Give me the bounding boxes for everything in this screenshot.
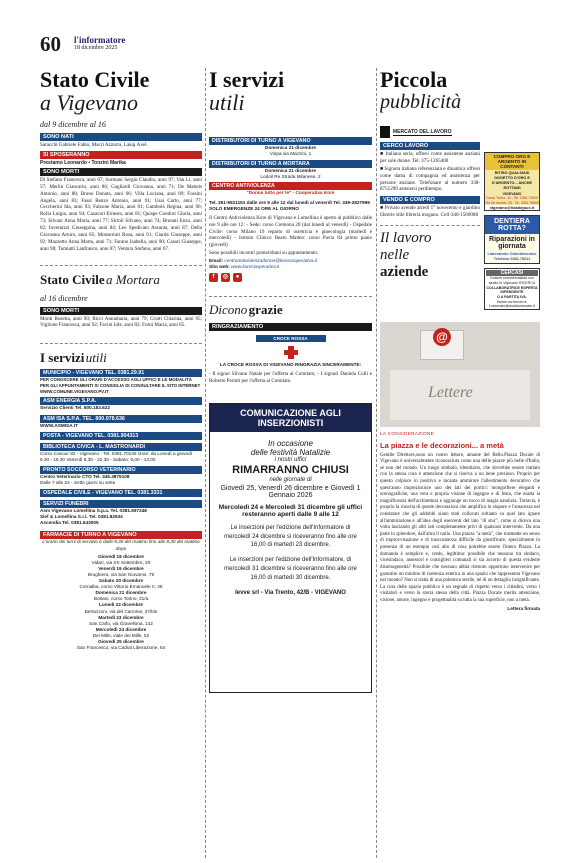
section-subtitle: pubblicità <box>380 91 462 113</box>
farmacia-address: Bottani, corso Torino, 31/a <box>93 596 149 602</box>
farmacia-day: Mercoledì 24 dicembre <box>95 626 147 632</box>
ad-title: COMPRO ORO E ARGENTO IN CONTANTI <box>485 153 539 170</box>
dicono-subtitle: grazie <box>248 302 283 318</box>
sposi-text: Prestamo Leonardo • Tonzini Marika <box>40 159 126 166</box>
mortara-morti-header: SONO MORTI <box>40 307 202 315</box>
instagram-icon[interactable]: ◎ <box>222 274 229 281</box>
mortara-morti-text: Monti Rosetta, anni 90; Ricci Annamaria, anni 79; Crotti Chiarina, anni 95; Viglione Francesca, anni 92; Favini Iole, anni 82; Forni Maria, anni 85. <box>40 315 202 329</box>
ad-dentiera[interactable] <box>484 215 540 264</box>
servizi-title: I servizi <box>40 350 85 366</box>
distributori-mortara-day: Domenica 21 dicembre <box>264 168 317 174</box>
cerco-header: CERCO LAVORO <box>380 142 480 150</box>
asm-text: Servizio Clienti Tel. 800.183.622 <box>40 405 111 411</box>
antiviolenza-sub: "Donna tutto per te" - Cooperativa Kore <box>246 190 335 196</box>
ad-b: COLLABORATRICE ESPERTA <box>486 285 538 290</box>
mercato-icon <box>380 126 390 138</box>
com-line: In occasione <box>268 439 313 449</box>
asmisa-header: ASM ISA S.P.A. TEL. 800.078.636 <box>40 415 202 423</box>
distributori-vigevano-text: Vinpa via Mazzini, 1 <box>269 151 312 157</box>
social-icons <box>209 273 372 282</box>
posta-header: POSTA - VIGEVANO TEL. 0381.904313 <box>40 432 202 440</box>
com-line: nelle giornate di <box>269 477 312 484</box>
ad-sub: Riparazioni in giornata <box>489 236 535 251</box>
vendo-header: VENDO E COMPRO <box>380 196 480 204</box>
ad-lab: Laboratorio Odontotecnico Telefono 0381.70611 <box>487 252 537 262</box>
com-line: delle festività Natalizie <box>250 448 331 458</box>
letter-body: Gentile Direttore,sono un vostro lettore, amante del Bello.Piazza Ducale di Vigevano è universalmente riconosciuta come una delle piazze più belle d'Italia, se non del mondo. Un luogo simbolo, identitario, che dovrebbe essere trattato con la stessa cura e attenzione che si riserva a un bene prezioso. Proprio per questo colpisce in positivo e incanta ammirare l'allestimento decorativo che quest'anno impreziosisce uno dei lati dei portici: mongolfiere eleganti e scenografiche, una vera e propria visione di ingegno e di festa, che esalta la magnificenza dell'architettura e aggiunge un tocco di magia natalizia. Tuttavia, è proprio la riuscita di queste decorazioni che amplifica lo stupore e l'amarezza nel constatare che gli addobbi siano stati collocati soltanto su quel lato ignare all'ammirazione.e all'idea degli esercenti del lato "di stur", come si diceva una volta lasciando gli altri lati completamente privi di qualsiasi intervento. Da una parte lo splendore, dall'altra il nulla. Una piazza "a metà", che trasmette un senso di improvvisazione e di trascuratezza difficile da giustificare, specialmente in presenza di un esempio così alto di cosa potrebbe essere l'intera Piazza. La domanda è semplice e, credo, legittima: possibile che nessuno tra sindaco, vicesindaco, assessori e consiglieri comunali si sia accorto di questa evidente disomogeneità? Possibile che nessuno abbia ritenuto opportuno intervenire per garantire un minimo di coerenza estetica in uno spazio che rappresenta Vigevano nel mondo? Non si tratta di una polemica sterile, né di un dettaglio insignificante. La cura delle spazio pubblico è un segnale di rispetto verso i cittadini, verso i visitatori e verso la storia stessa della città. Piazza Ducale merita attenzione, visione, amore, ingegno e progettualità su tutta la sua superficie, non a metà. <box>380 452 540 603</box>
farmacia-address: Dei Mille, viale dei Mille, 52 <box>92 633 150 639</box>
lavoro-title: aziende <box>380 264 429 280</box>
com-open: Mercoledì 24 e Mercoledì 31 dicembre gli uffici resteranno aperti dalle 9 alle 12 <box>218 504 363 519</box>
farmacia-address: San Carlo, via Gravellona, 142 <box>89 620 153 626</box>
croce-rossa-text: LA CROCE ROSSA DI VIGEVANO RINGRAZIA SINCERAMENTE: <box>219 362 362 368</box>
com-line: i nostri uffici <box>274 457 307 464</box>
section-subtitle: utili <box>209 90 245 115</box>
ad-addr: Corso Torino, 10 - Tel. 0381.73920 Via De Amicis, 28 - Tel. 0381.78669 <box>485 196 539 205</box>
nati-header: SONO NATI <box>40 133 202 141</box>
ad-foot: Inviare curriculum a: f.ostomato@studiolostomato.it <box>489 299 535 309</box>
com-days: Giovedì 25, Venerdì 26 dicembre e Giovedì 1 Gennaio 2026 <box>220 485 361 500</box>
lettere-banner <box>380 322 540 427</box>
distributori-vigevano-header: DISTRIBUTORI DI TURNO A VIGEVANO <box>209 137 372 145</box>
section-title: Piccola <box>380 68 448 92</box>
distributori-vigevano-day: Domenica 21 dicembre <box>264 145 317 150</box>
page-header <box>40 34 200 54</box>
at-sign-icon: @ <box>433 328 451 346</box>
soccorso-header: PRONTO SOCCORSO VETERINARIO <box>40 466 202 474</box>
com-inserzioni-1: Le inserzioni per l'edizione dell'Informatore di mercoledì 24 dicembre si riceveranno fino alle ore 16,00 di martedì 23 dicembre. <box>224 525 357 549</box>
column-stato-civile <box>40 68 202 651</box>
morti-text: Di Stefano Francesca, anni 67; Sormani Sergio Claudio, anni 97; Van Li, anni 57; Merlin Giancarlo, anni 86; Gagliardi Giovanna, anni 71; De Matteis Antonio, anni 88; Bruno Donata, anni 66; Villa Luciana, anni 89; Fossini Angela, anni 83; Fassi Renzo Antonio, anni 91; Usai Carlo, anni 77; Ceccherini Ida, anni 93; Falzone Maria, anni 81; Gambolò Regina, anni 96; Rolla Luigia, anni 94; Casavari Ernesto, anni 81; Quispe Condori Gloria, anni 73; Silvani Anna Maria, anni 77; Sirtoli Silvano, anni 74; Brunati Enzo, anni 82; Invernizzi Giuseppina, anni 84; Leo Spedicato Assunta, anni 87; Della Giovanna Arturo, anni 85; Monserrati Rosa, anni 91; Giarda Giuseppe, anni 92; Mazzetto Anna Marta, anni 71; Farano Isabella, anni 90; Casari Giuseppe, anni 98; Tumiatti Lanfranco, anni 87; Ventura Stefano, anni 67. <box>40 176 202 252</box>
antiviolenza-body: Il Centro Antiviolenza Kore di Vigevano e Lomellina è aperto al pubblico dalle ore 9 alle ore 12: - Sede: corso Cremona 28 (dal lunedì al venerdì) - Ospedale Civile: corso Milano 19 reparto di ostetricia e ginecologia (martedì e mercoledì) - Istituto Clinico Beato Matteo: corso Pavia 84 primo piano (giovedì) <box>209 214 372 249</box>
comunicazione-title: COMUNICAZIONE AGLI INSERZIONISTI <box>210 404 371 432</box>
farmacia-day: Martedì 23 dicembre <box>98 614 144 620</box>
newspaper-logo: l'informatore <box>74 35 126 45</box>
farmacia-address: San Francesco, via Caduti Liberazione, 54 <box>76 645 166 651</box>
column-servizi <box>209 68 372 693</box>
nati-text: Saracchi Gabriele Fabio, Macri Azzurra, Lakaj Axel. <box>40 142 148 148</box>
farmacia-address: Bertazzoni, via del Carmine, 27/bis <box>84 608 158 614</box>
ad-text: Dottore commercialista con studio in Vigevano RICERCA <box>488 276 536 285</box>
morti-header: SONO MORTI <box>40 168 202 176</box>
comunicazione-box <box>209 403 372 693</box>
red-cross-icon <box>281 344 301 360</box>
asm-header: ASM ENERGIA S.P.A. <box>40 397 202 405</box>
mortara-subtitle: a Mortara <box>106 271 160 287</box>
mercato-label: MERCATO DEL LAVORO <box>393 128 452 135</box>
sposi-header: SI SPOSERANNO <box>40 151 202 159</box>
letter-title: La piazza e le decorazioni... a metà <box>380 440 504 450</box>
farmacie-intro: L'orario dei turni di servizio è dalle 8,30 del mattino fino alle 8,30 del mattino dopo <box>42 539 200 551</box>
funebri-line: Asm Vigevano Lomellina S.p.a. Tel. 0381.697248 <box>40 508 147 514</box>
servizi-subtitle: utili <box>85 350 107 366</box>
asmisa-text: WWW.ASMISA.IT <box>40 422 79 428</box>
biblioteca-text: Corso Cavour 82 - Vigevano - Tel. 0381.70149 Orari: da Lunedì a giovedì 8,30 - 18,30 Venerdì 8,30 - 22,30 - Sabato: 9,00 - 13,00 <box>40 450 193 462</box>
ad-mail: vigevano@lidaibijoux.it <box>485 205 539 210</box>
site-link[interactable]: www.korecooperativa.it <box>231 264 280 270</box>
farmacia-address: Vidari, via XX Settembre, 20 <box>91 559 151 565</box>
letter-kicker: LA CONSIDERAZIONE <box>380 431 435 437</box>
annuncio: ■ Signora italiana referenziata e dinamica offresi come dama di compagnia ed assistenza per persone anziane. Telefonare al numero 338-8751299 astenersi perditempo. <box>380 165 480 193</box>
mortara-title: Stato Civile <box>40 271 105 287</box>
farmacia-day: Sabato 20 dicembre <box>98 578 144 584</box>
lavoro-title: nelle <box>380 247 410 263</box>
annuncio: ■ Italiana seria, offresi come assistente anziani per sole donne. Tel. 375-1265400 <box>380 151 480 164</box>
soccorso-hours: Dalle 7 alle 24 - Sette giorni su sette <box>40 479 116 485</box>
site-label: Sito web: <box>209 264 230 270</box>
farmacia-day: Domenica 21 dicembre <box>95 590 147 596</box>
dicono-title: Dicono <box>209 302 248 318</box>
farmacia-address: Brughiera, via San Giovanni, 79 <box>87 571 155 577</box>
municipio-text: PER CONOSCERE GLI ORARI D'ACCESSO AGLI UFFICI E LE MODALITÀ PER GLI APPUNTAMENTI SI CONSIGLIA DI CONSULTARE IL SITO INTERNET WWW.COMUNE.VIGEVANO.PV.IT <box>40 377 201 394</box>
ringraziamento-header: RINGRAZIAMENTO <box>209 323 372 331</box>
column-divider <box>376 68 377 858</box>
com-footer: Ievve srl - Via Trento, 42/B - VIGEVANO <box>235 590 346 597</box>
municipio-header: MUNICIPIO - VIGEVANO TEL. 0381.29.91 <box>40 369 202 377</box>
croce-rossa-list: - Il signor Silvano Natale per l'offerta al Comitato; - I signori Daniela Colli e Roberto Perotti per l'offerta al Comitato. <box>209 371 372 385</box>
ad-title: CERCASI <box>486 270 538 276</box>
lettere-label: Lettere <box>428 384 473 402</box>
lavoro-title: Il lavoro <box>380 230 432 246</box>
column-divider <box>205 68 206 858</box>
ad-cercasi[interactable] <box>484 268 540 310</box>
farmacia-day: Venerdì 19 dicembre <box>98 565 144 571</box>
ospedale-header: OSPEDALE CIVILE - VIGEVANO TEL. 0381.3331 <box>40 489 202 497</box>
page-number: 60 <box>40 32 61 56</box>
distributori-mortara-text: Lodoil Re Strada Milanese, 2 <box>260 174 321 180</box>
facebook-icon[interactable]: f <box>209 273 218 282</box>
farmacie-header: FARMACIE DI TURNO A VIGEVANO <box>40 531 202 539</box>
farmacie-list <box>40 554 202 652</box>
ad-compro-oro[interactable] <box>484 152 540 211</box>
section-title: I servizi <box>209 68 285 92</box>
farmacia-day: Giovedì 25 dicembre <box>98 639 144 645</box>
email-label: Email: <box>209 258 224 264</box>
ad-city: VIGEVANO <box>502 191 522 196</box>
antiviolenza-foot: Sono possibili incontri pomeridiani su appuntamento. <box>209 250 319 257</box>
biblioteca-header: BIBLIOTECA CIVICA - L. MASTRONARDI <box>40 443 202 451</box>
farmacia-address: Cornalba, corso Vittorio Emanuele II, 48 <box>79 584 163 590</box>
ad-b: DIPENDENTE <box>500 290 524 295</box>
com-inserzioni-2: Le inserzioni per l'edizione dell'Informatore, di mercoledì 31 dicembre si riceveranno fino alle ore 16,00 di martedì 30 dicembre. <box>224 557 357 581</box>
distributori-mortara-header: DISTRIBUTORI DI TURNO A MORTARA <box>209 160 372 168</box>
funebri-line: Ascendia Tel. 0381.643005 <box>40 520 99 526</box>
mortara-date-range: al 16 dicembre <box>40 293 88 303</box>
section-subtitle: a Vigevano <box>40 90 138 115</box>
ad-b: O A PARTITA IVA. <box>497 294 527 299</box>
date-range: dal 9 dicembre al 16 <box>40 120 106 129</box>
ad-title: DENTIERA ROTTA? <box>485 216 539 234</box>
antiviolenza-header: CENTRO ANTIVIOLENZA <box>209 182 372 190</box>
soccorso-text: Centro Veterinario CTO Tel. 345.3875108 <box>40 473 130 479</box>
croce-rossa-title: CROCE ROSSA <box>256 335 326 342</box>
antiviolenza-tel: Tel. 351-9521151 dalle ore 9 alle 12 dal lunedì al venerdì Tel. 349-2827999 SOLO EMERGENZE 24 ORE AL GIORNO <box>209 199 370 211</box>
farmacia-day: Giovedì 18 dicembre <box>98 553 144 559</box>
ad-sub: RITIRO QUALSIASI OGGETTO D'ORO E D'ARGENTO... ANCHE ROTTAMI <box>491 171 533 190</box>
farmacia-day: Lunedì 22 dicembre <box>98 602 144 608</box>
other-social-icon[interactable]: ● <box>233 273 242 282</box>
section-title: Stato Civile <box>40 68 150 92</box>
column-piccola-pubblicita <box>380 68 540 612</box>
letter-signature: Lettera firmata <box>507 605 540 611</box>
com-closed: RIMARRANNO CHIUSI <box>232 464 349 477</box>
issue-date: 18 dicembre 2025 <box>74 45 118 51</box>
funebri-line: Sief & Lomellina S.r.l. Tel. 0381.82634 <box>40 514 123 520</box>
email-link[interactable]: centroantiviolenzadonne@korecooperativa.it <box>224 258 317 264</box>
funebri-header: SERVIZI FUNEBRI <box>40 500 202 508</box>
annuncio: ■ Privato avende arredi 1° novecento e giardino librerie stile libreria mogano. Cell-340-1569088 <box>380 205 480 219</box>
